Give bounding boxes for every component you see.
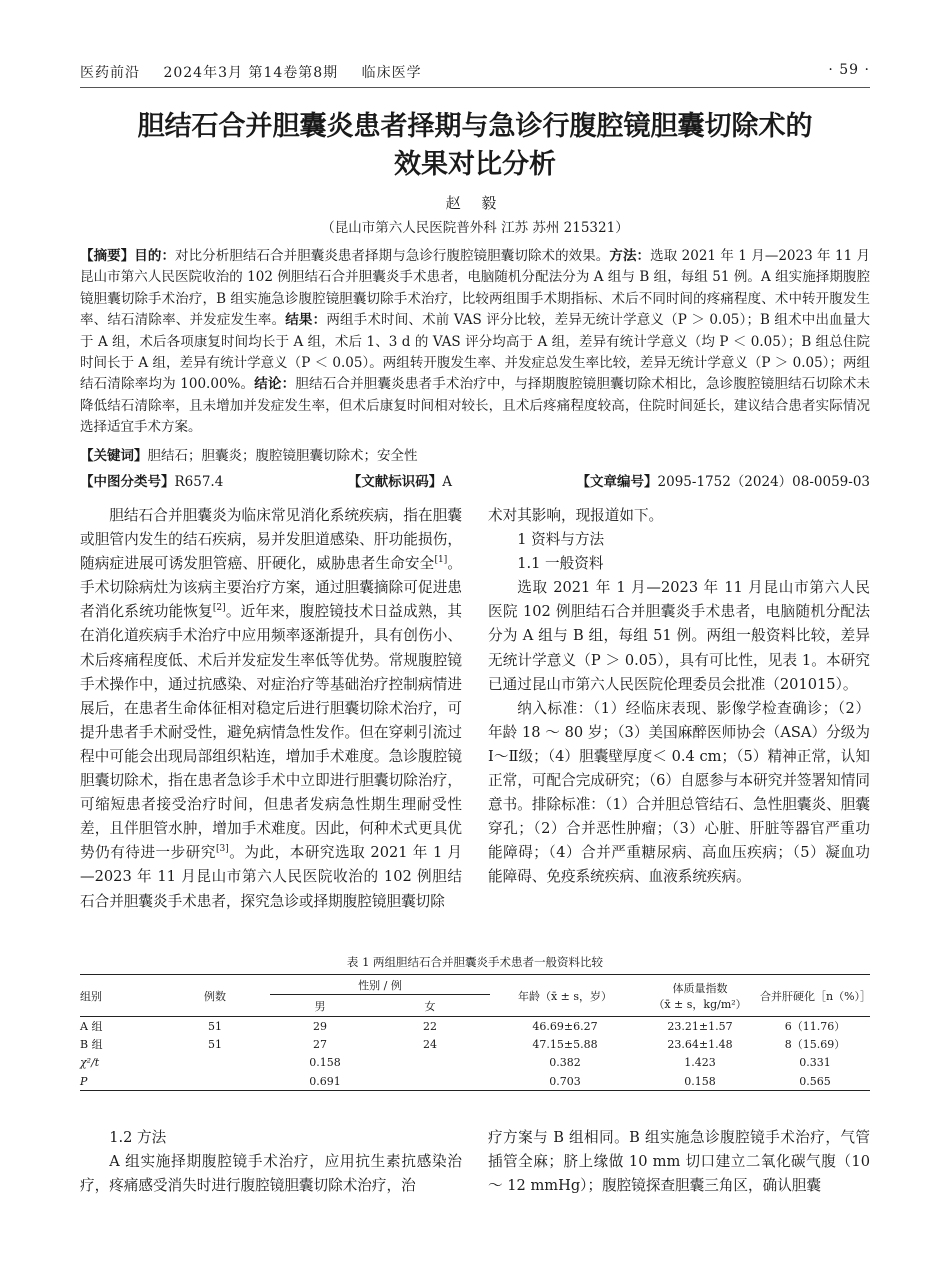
intro-text-4: 。为此，本研究选取 2021 年 1 月—2023 年 11 月昆山市第六人民医院收治的 102 例胆结石合并胆囊炎手术患者，探究急诊或择期腹腔镜胆囊切除 [80, 844, 462, 910]
cell-female: 22 [423, 1019, 437, 1033]
section-name: 临床医学 [361, 65, 422, 81]
intro-text-2: 。手术切除病灶为该病主要治疗方案，通过胆囊摘除可促进患者消化系统功能恢复 [80, 555, 462, 621]
cell-stat-cirrhosis: 0.331 [799, 1056, 831, 1070]
intro-continuation: 术对其影响，现报道如下。 [488, 507, 664, 524]
table-caption: 表 1 两组胆结石合并胆囊炎手术患者一般资料比较 [346, 955, 604, 969]
conclusion-text: 胆结石合并胆囊炎患者手术治疗中，与择期腹腔镜胆囊切除术相比，急诊腹腔镜胆结石切除术未降低结石清除率，且未增加并发症发生率，但术后康复时间相对较长，且术后疼痛程度较高，住院时间延长，建议结合患者实际情况选择适宜手术方案。 [80, 376, 871, 436]
art-label: 【文章编号】 [576, 474, 658, 490]
cell-p-bmi: 0.158 [684, 1074, 716, 1088]
th-male: 男 [270, 995, 370, 1017]
paper-title [80, 108, 870, 184]
cell-p-label: P [80, 1074, 88, 1088]
clc-label: 【中图分类号】 [80, 474, 175, 490]
clc-number [80, 470, 223, 490]
ref-2[interactable]: [2] [212, 603, 226, 614]
method-label: 方法： [609, 248, 651, 264]
article-number [577, 470, 870, 490]
cell-age: 46.69±6.27 [532, 1019, 598, 1033]
cell-cirrhosis: 6（11.76） [784, 1020, 846, 1033]
classification-line [80, 470, 870, 490]
th-age: 年龄（x̄ ± s，岁） [490, 975, 640, 1017]
art-value: 2095-1752（2024）08-0059-03 [657, 474, 870, 490]
criteria-paragraph: 纳入标准：（1）经临床表现、影像学检查确诊；（2）年龄 18 ～ 80 岁；（3）美国麻醉医师协会（ASA）分级为Ⅰ～Ⅱ级；（4）胆囊壁厚度＜ 0.4 cm；（5）精神正常，认知正常，可配合完成研究；（6）自愿参与本研究并签署知情同意书。排除标准：（1）合并胆总管结石、急性胆囊炎、胆囊穿孔；（2）合并恶性肿瘤；（3）心脏、肝脏等器官严重功能障碍；（4）合并严重糖尿病、高血压疾病；（5）凝血功能障碍、免疫系统疾病、血液系统疾病。 [488, 699, 870, 886]
th-group: 组别 [80, 975, 160, 1017]
intro-text-3: 。近年来，腹腔镜技术日益成熟，其在消化道疾病手术治疗中应用频率逐渐提升，具有创伤小、术后疼痛程度低、术后并发症发生率低等优势。常规腹腔镜手术操作中，通过抗感染、对症治疗等基础治疗控制病情进展后，在患者生命体征相对稳定后进行胆囊切除术治疗，可提升患者手术耐受性，避免病情急性发作。但在穿刺引流过程中可能会出现局部组织粘连，增加手术难度。急诊腹腔镜胆囊切除术，指在患者急诊手术中立即进行胆囊切除治疗，可缩短患者接受治疗时间，但患者发病急性期生理耐受性差，且伴胆管水肿，增加手术难度。因此，何种术式更具优势仍有待进一步研究 [80, 603, 462, 862]
body-column-left [80, 504, 462, 914]
section-1-heading: 1 资料与方法 [517, 531, 605, 549]
cell-stat-age: 0.382 [549, 1056, 581, 1070]
cell-male: 29 [313, 1019, 327, 1033]
cell-p-age: 0.703 [549, 1074, 581, 1088]
cell-group: A 组 [80, 1020, 103, 1033]
author: 赵 毅 [445, 194, 505, 212]
ref-3[interactable]: [3] [216, 844, 229, 855]
clc-value: R657.4 [174, 474, 224, 490]
running-header [80, 62, 870, 88]
cell-n: 51 [208, 1019, 222, 1033]
journal-name: 医药前沿 [80, 65, 140, 81]
title-line-1: 胆结石合并胆囊炎患者择期与急诊行腹腔镜胆囊切除术的 [137, 111, 813, 142]
cell-stat-bmi: 1.423 [684, 1056, 716, 1070]
result-text: 两组手术时间、术前 VAS 评分比较，差异无统计学意义（P ＞ 0.05）；B 组术中出血量大于 A 组，术后各项康复时间均长于 A 组，术后 1、3 d 的 VAS 评分均高于 A 组，差异有统计学意义（均 P ＜ 0.05）；B 组总住院时间长于 A 组，差异有统计学意义（P ＜ 0.05）。两组转开腹发生率、并发症总发生率比较，差异无统计学意义（P ＞ 0.05）；两组结石清除率均为 100.00%。 [80, 312, 871, 393]
cell-n: 51 [208, 1037, 222, 1051]
method-paragraph: A 组实施择期腹腔镜手术治疗，应用抗生素抗感染治疗，疼痛感受消失时进行腹腔镜胆囊切除术治疗，治 [80, 1153, 462, 1195]
method-text: 选取 2021 年 1 月—2023 年 11 月昆山市第六人民医院收治的 102 例胆结石合并胆囊炎手术患者，电脑随机分配法分为 A 组与 B 组，每组 51 例。A 组实施择期腹腔镜胆囊切除手术治疗，B 组实施急诊腹腔镜胆囊切除手术治疗，比较两组围手术期指标、术后不同时间的疼痛程度、术中转开腹发生率、结石清除率、并发症发生率。 [80, 248, 871, 329]
th-bmi [640, 975, 760, 1017]
intro-paragraph [80, 504, 462, 914]
cell-female: 24 [423, 1037, 437, 1051]
th-cirrhosis: 合并肝硬化［n（%）］ [760, 975, 870, 1017]
abstract-label: 【摘要】 [80, 248, 135, 264]
th-sex: 性别 / 例 [270, 975, 490, 995]
keywords-label: 【关键词】 [80, 448, 148, 464]
abstract [80, 246, 870, 439]
baseline-table [80, 974, 870, 1091]
header-left [80, 62, 440, 87]
body-column-right [488, 504, 870, 890]
cell-stat-sex: 0.158 [309, 1056, 341, 1070]
th-bmi-line1: 体质量指数 [672, 981, 728, 995]
th-n: 例数 [160, 975, 270, 1017]
cell-bmi: 23.64±1.48 [667, 1037, 733, 1051]
objective-text: 对比分析胆结石合并胆囊炎患者择期与急诊行腹腔镜胆囊切除术的效果。 [175, 248, 610, 264]
affiliation: （昆山市第六人民医院普外科 江苏 苏州 215321） [321, 220, 629, 236]
doc-code [348, 470, 452, 490]
bottom-column-right [488, 1126, 870, 1198]
subsection-1-2-heading: 1.2 方法 [109, 1129, 167, 1146]
table-row [80, 1035, 870, 1054]
doc-value: A [442, 474, 453, 490]
keywords [80, 446, 870, 467]
issue-info: 2024年3月 第14卷第8期 [163, 65, 339, 81]
cell-p-cirrhosis: 0.565 [799, 1074, 831, 1088]
doc-label: 【文献标识码】 [347, 474, 443, 490]
page-number: · 59 · [828, 62, 870, 78]
cell-age: 47.15±5.88 [532, 1037, 598, 1051]
cell-male: 27 [313, 1037, 327, 1051]
cell-stat-label: χ²/t [80, 1056, 100, 1070]
cell-p-sex: 0.691 [309, 1074, 341, 1088]
table-row-p [80, 1072, 870, 1091]
table-row-stat [80, 1054, 870, 1073]
general-data-paragraph: 选取 2021 年 1 月—2023 年 11 月昆山市第六人民医院 102 例胆结石合并胆囊炎手术患者，电脑随机分配法分为 A 组与 B 组，每组 51 例。两组一般资料比较，差异无统计学意义（P ＞ 0.05），具有可比性，见表 1。本研究已通过昆山市第六人民医院伦理委员会批准（201015）。 [488, 579, 870, 693]
result-label: 结果： [285, 312, 327, 329]
ref-1[interactable]: [1] [434, 555, 448, 566]
intro-text-1: 胆结石合并胆囊炎为临床常见消化系统疾病，指在胆囊或胆管内发生的结石疾病，易并发胆道感染、肝功能损伤，随病症进展可诱发胆管癌、肝硬化，威胁患者生命安全 [80, 507, 462, 573]
th-female: 女 [370, 995, 490, 1017]
th-bmi-line2: （x̄ ± s，kg/m²） [653, 997, 747, 1011]
cell-cirrhosis: 8（15.69） [784, 1038, 846, 1052]
objective-label: 目的： [134, 248, 176, 264]
keywords-text: 胆结石；胆囊炎；腹腔镜胆囊切除术；安全性 [147, 448, 418, 464]
cell-bmi: 23.21±1.57 [667, 1019, 733, 1033]
table-row [80, 1017, 870, 1036]
method-continuation: 疗方案与 B 组相同。B 组实施急诊腹腔镜手术治疗，气管插管全麻；脐上缘做 10 mm 切口建立二氧化碳气腹（10 ～ 12 mmHg）；腹腔镜探查胆囊三角区，确认胆囊 [488, 1129, 870, 1195]
subsection-1-1-heading: 1.1 一般资料 [517, 555, 604, 573]
conclusion-label: 结论： [254, 376, 296, 393]
cell-group: B 组 [80, 1038, 103, 1052]
bottom-column-left [80, 1126, 462, 1198]
title-line-2: 效果对比分析 [394, 149, 556, 180]
